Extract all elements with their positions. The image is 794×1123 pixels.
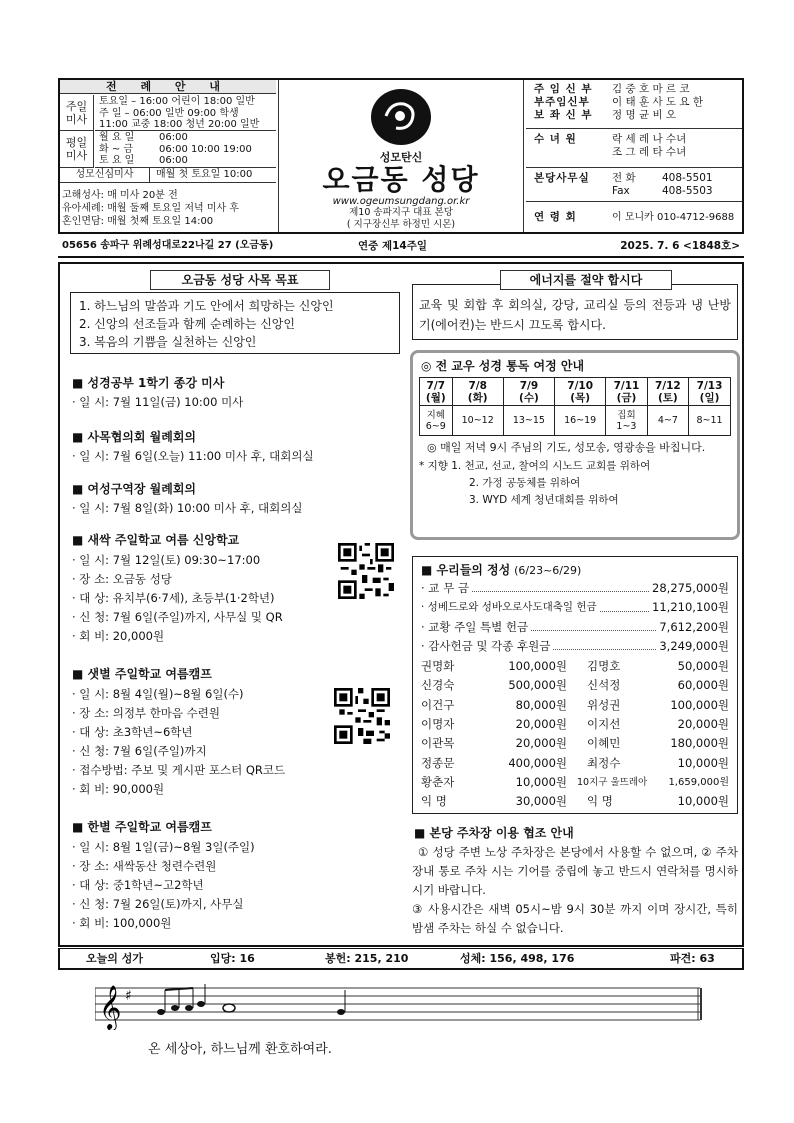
bible-intent: 2. 가정 공동체를 위하여 [469,477,581,489]
donor-row: 익 명 30,000원 익 명 10,000원 [421,794,729,809]
church-bishop: ( 지구장신부 하정민 시몬) [346,219,456,230]
church-subtitle: 성모탄신 [379,151,423,164]
council-row: 연 령 회 이 모니카 010-4712-9688 [534,211,735,223]
donation-title: 우리들의 정성 [436,563,511,577]
weekday-mass-label: 평일 미사 [60,131,94,168]
staff-associate: 부주임신부 이 태 훈 사 도 요 한 [534,96,704,108]
sisters-row: 수 녀 원 락 세 레 나 수녀 [534,133,687,145]
church-website[interactable]: www.ogeumsungdang.or.kr [332,196,470,207]
sunday-mass-times: 토요일 – 16:00 어린이 18:00 일반 주 일 – 06:00 일반 09:00 학생 11:00 교중 18:00 청년 20:00 일반 [95,95,276,131]
confession-note: 고해성사: 매 미사 20분 전 [62,190,178,201]
staff-pastor: 주 임 신 부 김 중 호 마 르 코 [534,83,690,95]
donation-total-row: · 교 무 금 28,275,000원 [421,581,729,595]
donor-row: 이건구 80,000원 위성권 100,000원 [421,697,729,712]
staff-assistant: 보 좌 신 부 정 명 균 비 오 [534,109,677,121]
mass-info-title: 전 례 안 내 [60,80,276,94]
parking-text: ① 성당 주변 노상 주차장은 본당에서 사용할 수 없으며, ② 주차장내 통로 주차 시는 기어를 중립에 놓고 반드시 연락처를 명시하시기 바랍니다. ③ 사용시간은 새벽 05시~밤 9시 30분 까지 이며 장시간, 특히 밤샘 주차는 하실 수 없습니다. [412,845,738,935]
donation-total-row: · 성베드로와 성바오로사도대축일 헌금 11,210,100원 [421,600,729,615]
section-women-leaders: ■ 여성구역장 월례회의 · 일 시: 7월 8일(화) 10:00 미사 후, 대회의실 [72,482,303,515]
liturgical-sunday: 연중 제14주일 [358,240,427,252]
donor-row: 권명화 100,000원 김명호 50,000원 [421,659,729,674]
donation-period: (6/23~6/29) [514,564,582,577]
section-saessak-school: ■ 새싹 주일학교 여름 신앙학교 · 일 시: 7월 12일(토) 09:30~17:00 · 장 소: 오금동 성당 · 대 상: 유치부(6·7세), 초등부(1·2학년) · 신 청: 7월 6일(주일)까지, 사무실 및 QR · 회 비: 20,000원 [72,533,283,643]
sharp-icon: ♯ [125,988,132,1004]
treble-clef-icon: 𝄞 [99,985,122,1029]
hymn-label: 오늘의 성가 [86,952,143,965]
baptism-note: 유아세례: 매월 둘째 토요일 저녁 미사 후 [62,203,240,214]
church-logo-icon [366,86,436,148]
hymn-communion: 성체: 156, 498, 176 [460,952,575,965]
bible-reading-title: ◎ 전 교우 성경 통독 여정 안내 [421,359,585,373]
weekday-mass-times: 월 요 일 화 ~ 금 토 요 일 06:00 06:00 10:00 19:00 06:00 [95,131,276,168]
donor-row: 이관목 20,000원 이혜민 180,000원 [421,736,729,751]
bible-intent-head: * 지향 1. 천교, 선교, 찰여의 시노드 교회를 위하여 [419,460,651,472]
staff-block [526,80,742,224]
pastoral-title: 오금동 성당 사목 목표 [150,270,330,290]
office-fax-row: Fax 408-5503 [612,185,713,197]
music-staff [95,980,705,1030]
hymn-recessional: 파견: 63 [670,952,715,965]
donor-list [421,657,729,811]
music-lyric: 온 세상아, 하느님께 환호하여라. [148,1042,332,1057]
qr-code-icon[interactable] [338,543,394,599]
energy-title: 에너지를 절약 합시다 [500,270,672,290]
section-bible-study: ■ 성경공부 1학기 종강 미사 · 일 시: 7월 11일(금) 10:00 미사 [72,376,244,409]
bible-intent: 3. WYD 세계 청년대회를 위하여 [469,494,619,506]
issue-date: 2025. 7. 6 <1848호> [620,240,740,252]
bible-prayer-note: ◎ 매일 저녁 9시 주님의 기도, 성모송, 영광송을 바칩니다. [427,441,706,454]
marriage-note: 혼인면담: 매월 첫째 토요일 14:00 [62,216,214,227]
office-tel-row: 본당사무실 전 화 408-5501 [534,172,713,184]
donation-total-row: · 교황 주일 특별 헌금 7,612,200원 [421,619,729,634]
donor-row: 신경숙 500,000원 신석정 60,000원 [421,678,729,693]
bible-schedule-table: 7/7 (월) 7/8 (화) 7/9 (수) 7/10 (목) 7/11 (금) 7/12 (토) 7/13 (일) 지혜 6~9 10~12 13~15 16~19 집회 1~3 4~7 8~11 [419,377,731,436]
holy-hour-row: 성모신심미사 매월 첫 토요일 10:00 [60,168,276,183]
church-logo-block [278,80,524,232]
donor-row: 이명자 20,000원 이지선 20,000원 [421,717,729,732]
section-council: ■ 사목협의회 월례회의 · 일 시: 7월 6일(오늘) 11:00 미사 후, 대회의실 [72,430,314,463]
address: 05656 송파구 위례성대로22나길 27 (오금동) [62,240,274,251]
donation-box: ■ 우리들의 정성 (6/23~6/29) · 교 무 금 28,275,000원 · 성베드로와 성바오로사도대축일 헌금 11,210,100원 · 교황 주일 특별 헌금 7,612,200원 · 감사헌금 및 각종 후원금 3,249,000원 권명화 100,000원 김명호 50,000원 신경숙 500,000원 신석정 60,000원 이건구 80,000원 위성권 100,000원 이명자 20,000원 이지선 20,000원 이관목 20,000원 이혜민 180,000원 정종문 400,000원 최정수 10,000원 황춘자 10,000원 10지구 울뜨레아 1,659,000원 익 명 30,000원 익 명 10,000원 [412,556,738,814]
hymn-offertory: 봉헌: 215, 210 [325,952,409,965]
church-name: 오금동 성당 [322,163,480,196]
parking-title: 본당 주차장 이용 협조 안내 [429,826,574,840]
date-bar [58,236,744,258]
sunday-mass-label: 주일 미사 [60,95,94,131]
church-district: 제10 송파지구 대표 본당 [349,207,453,218]
pastoral-goals: 1. 하느님의 말씀과 기도 안에서 희망하는 신앙인 2. 신앙의 선조들과 함께 순례하는 신앙인 3. 복음의 기쁨을 실천하는 신앙인 [70,292,400,354]
hymn-entrance: 입당: 16 [210,952,255,965]
qr-code-icon[interactable] [334,688,390,744]
donation-total-row: · 감사헌금 및 각종 후원금 3,249,000원 [421,638,729,653]
sister-name: 조 그 레 타 수녀 [612,146,687,158]
donor-row: 정종문 400,000원 최정수 10,000원 [421,755,729,770]
hymn-bar [58,948,744,970]
energy-text: 교육 및 회합 후 회의실, 강당, 교리실 등의 전등과 냉 난방기(에어컨)는 반드시 끄도록 합시다. [412,284,738,340]
bible-reading-box [410,350,740,540]
section-hanbyeol-camp: ■ 한별 주일학교 여름캠프 · 일 시: 8월 1일(금)~8월 3일(주일) · 장 소: 새싹동산 청련수련원 · 대 상: 중1학년~고2학년 · 신 청: 7월 26일(토)까지, 사무실 · 회 비: 100,000원 [72,820,255,930]
parking-section: ■ 본당 주차장 이용 협조 안내 ① 성당 주변 노상 주차장은 본당에서 사용할 수 없으며, ② 주차장내 통로 주차 시는 기어를 중립에 놓고 반드시 연락처를 명시하시기 바랍니다. ③ 사용시간은 새벽 05시~밤 9시 30분 까지 이며 장시간, 특히 밤샘 주차는 하실 수 없습니다. [412,824,738,938]
donor-row: 황춘자 10,000원 10지구 울뜨레아 1,659,000원 [421,774,729,789]
section-saetbyeol-camp: ■ 샛별 주일학교 여름캠프 · 일 시: 8월 4일(월)~8월 6일(수) · 장 소: 의정부 한마음 수련원 · 대 상: 초3학년~6학년 · 신 청: 7월 6일(주일)까지 · 접수방법: 주보 및 게시판 포스터 QR코드 · 회 비: 90,000원 [72,667,286,796]
